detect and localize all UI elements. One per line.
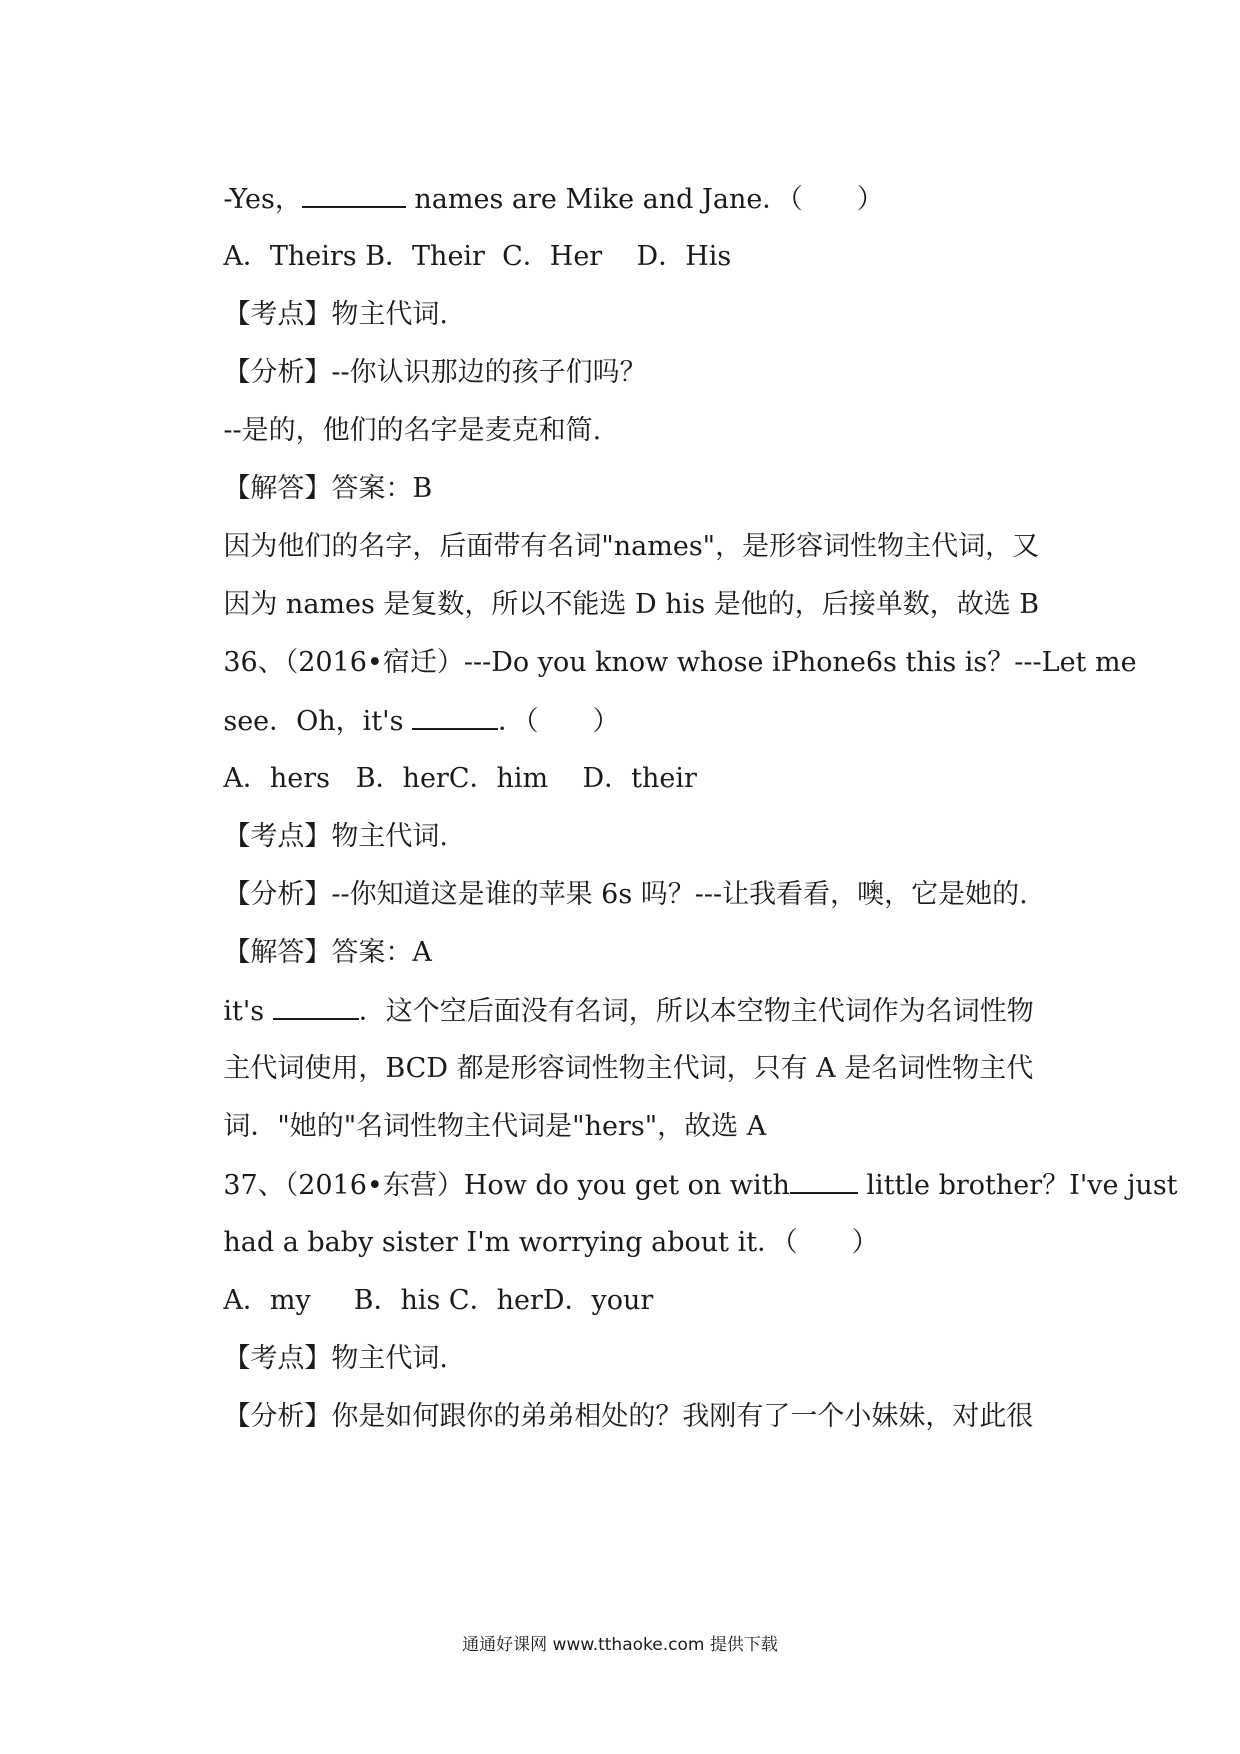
line-text: 【考点】物主代词. bbox=[223, 1343, 448, 1374]
line-text-pre: see．Oh，it's bbox=[223, 706, 413, 737]
line-text: 【解答】答案：B bbox=[223, 473, 433, 504]
line-text: 【考点】物主代词. bbox=[223, 821, 448, 852]
line-text-pre: 37、（2016•东营）How do you get on with bbox=[223, 1170, 790, 1201]
line-text: 因为他们的名字，后面带有名词"names"，是形容词性物主代词，又 bbox=[223, 531, 1040, 562]
line-text: A．Theirs B．Their C．Her D．His bbox=[223, 241, 732, 272]
line-text: 主代词使用，BCD 都是形容词性物主代词，只有 A 是名词性物主代 bbox=[223, 1053, 1034, 1084]
line-text: --是的，他们的名字是麦克和简. bbox=[223, 415, 602, 446]
line-text: A．hers B．herC．him D．their bbox=[223, 763, 697, 794]
line-text-pre: -Yes， bbox=[223, 184, 302, 215]
page-footer: 通通好课网 www.tthaoke.com 提供下载 bbox=[462, 1635, 778, 1655]
line-text: 36、（2016•宿迁）---Do you know whose iPhone6s this is？---Let me bbox=[223, 647, 1137, 678]
line-text: 因为 names 是复数，所以不能选 D his 是他的，后接单数，故选 B bbox=[223, 589, 1040, 620]
line-text: A．my B．his C．herD．your bbox=[223, 1285, 654, 1316]
line-text: had a baby sister I'm worrying about it．（ ） bbox=[223, 1227, 879, 1258]
line-text-post: little brother？I've just bbox=[857, 1170, 1178, 1201]
line-text: 【分析】你是如何跟你的弟弟相处的？我刚有了一个小妹妹，对此很 bbox=[223, 1401, 1034, 1432]
line-text: 【考点】物主代词. bbox=[223, 299, 448, 330]
line-text-post: ．（ ） bbox=[498, 706, 620, 737]
line-text: 【分析】--你知道这是谁的苹果 6s 吗？---让我看看，噢，它是她的. bbox=[223, 879, 1028, 910]
answer-blank bbox=[302, 182, 406, 208]
line-text: 【解答】答案：A bbox=[223, 937, 432, 968]
line-text: 【分析】--你认识那边的孩子们吗？ bbox=[223, 357, 647, 388]
line-text: 词．"她的"名词性物主代词是"hers"，故选 A bbox=[223, 1111, 767, 1142]
fenxi-line bbox=[189, 1366, 1033, 1468]
line-text-post: ．这个空后面没有名词，所以本空物主代词作为名词性物 bbox=[358, 996, 1034, 1027]
line-text-pre: it's bbox=[223, 996, 273, 1027]
line-text-post: names are Mike and Jane．（ ） bbox=[405, 184, 884, 215]
answer-blank bbox=[412, 704, 498, 730]
answer-blank bbox=[273, 994, 359, 1020]
answer-blank bbox=[790, 1168, 858, 1194]
